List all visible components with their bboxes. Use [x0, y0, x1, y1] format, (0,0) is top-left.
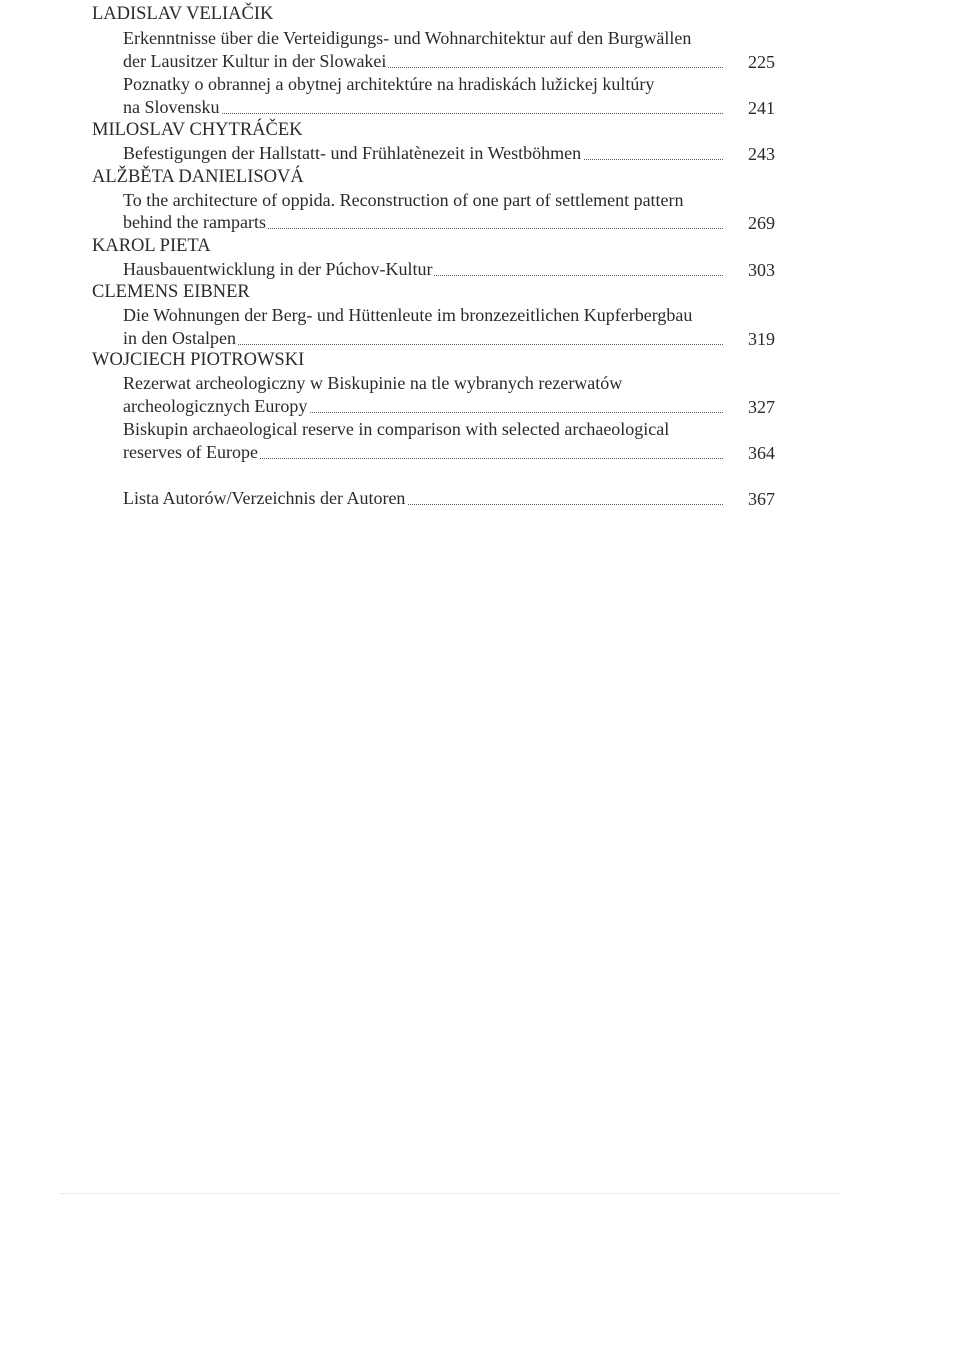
toc-title-text: Biskupin archaeological reserve in comparison with selected archaeological: [123, 419, 670, 439]
toc-page-number: 225: [748, 52, 775, 72]
toc-title-line-leader: [123, 258, 723, 280]
toc-author: WOJCIECH PIOTROWSKI: [92, 350, 305, 370]
toc-author: ALŽBĚTA DANIELISOVÁ: [92, 167, 304, 187]
toc-page-number: 364: [748, 443, 775, 463]
toc-page-number: 303: [748, 260, 775, 280]
toc-title-line: [123, 304, 723, 326]
toc-title-text: behind the ramparts: [123, 212, 266, 232]
toc-title-line-leader: [123, 211, 723, 233]
toc-title-text: Erkenntnisse über die Verteidigungs- und Wohnarchitektur auf den Burgwällen: [123, 28, 692, 48]
toc-page-number: 269: [748, 213, 775, 233]
toc-page-number: 243: [748, 144, 775, 164]
toc-title-text: Hausbauentwicklung in der Púchov-Kultur: [123, 259, 433, 279]
toc-title-line: [123, 372, 723, 394]
toc-title-text: Rezerwat archeologiczny w Biskupinie na tle wybranych rezerwatów: [123, 373, 623, 393]
toc-title-line-leader: [123, 96, 723, 118]
toc-title-text: der Lausitzer Kultur in der Slowakei: [123, 51, 387, 71]
toc-author: LADISLAV VELIAČIK: [92, 4, 274, 24]
toc-title-line: [123, 27, 723, 49]
toc-title-line-leader: [123, 327, 723, 349]
toc-title-line-leader: [123, 441, 723, 463]
toc-title-line-leader: [123, 395, 723, 417]
toc-title-text: Die Wohnungen der Berg- und Hüttenleute im bronzezeitlichen Kupferbergbau: [123, 305, 693, 325]
toc-title-line-leader: [123, 50, 723, 72]
toc-title-text: reserves of Europe: [123, 442, 258, 462]
toc-title-text: Befestigungen der Hallstatt- und Frühlatènezeit in Westböhmen: [123, 143, 582, 163]
toc-title-line-leader: [123, 142, 723, 164]
toc-title-line: [123, 418, 723, 440]
toc-title-line: [123, 189, 723, 211]
toc-page-number: 241: [748, 98, 775, 118]
toc-title-text: na Slovensku: [123, 97, 220, 117]
toc-page-number: 319: [748, 329, 775, 349]
toc-title-line-leader: [123, 487, 723, 509]
toc-page-number: 367: [748, 489, 775, 509]
toc-title-text: To the architecture of oppida. Reconstruction of one part of settlement pattern: [123, 190, 684, 210]
scan-artifact-line: [60, 1193, 840, 1194]
toc-title-text: in den Ostalpen: [123, 328, 236, 348]
toc-title-text: Lista Autorów/Verzeichnis der Autoren: [123, 488, 406, 508]
toc-page-number: 327: [748, 397, 775, 417]
toc-author: MILOSLAV CHYTRÁČEK: [92, 120, 303, 140]
toc-author: KAROL PIETA: [92, 236, 211, 256]
toc-title-text: archeologicznych Europy: [123, 396, 308, 416]
toc-title-line: [123, 73, 723, 95]
toc-title-text: Poznatky o obrannej a obytnej architektúre na hradiskách lužickej kultúry: [123, 74, 655, 94]
toc-author: CLEMENS EIBNER: [92, 282, 250, 302]
